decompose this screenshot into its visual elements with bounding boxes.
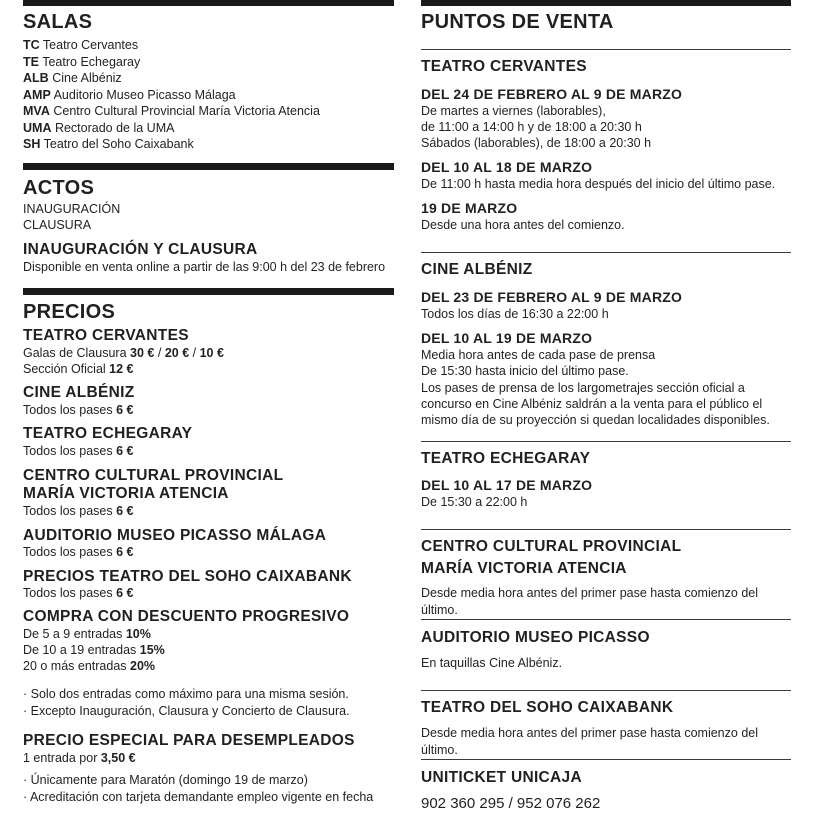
pv-echegaray-b1-title: DEL 10 AL 17 DE MARZO bbox=[421, 477, 593, 493]
price-separator: / bbox=[192, 346, 197, 360]
sala-abbr: AMP bbox=[23, 87, 51, 102]
puntos-title: PUNTOS DE VENTA bbox=[421, 11, 614, 33]
descuento-row bbox=[23, 642, 394, 659]
precio-soho-title: PRECIOS TEATRO DEL SOHO CAIXABANK bbox=[23, 568, 352, 585]
desempleados-note: · Únicamente para Maratón (domingo 19 de marzo) bbox=[23, 773, 308, 787]
divider bbox=[421, 49, 791, 50]
price-label: Todos los pases bbox=[23, 403, 113, 417]
price-value: 6 € bbox=[116, 504, 134, 518]
pv-text: En taquillas Cine Albéniz. bbox=[421, 656, 563, 670]
precio-ccp-title-1: CENTRO CULTURAL PROVINCIAL bbox=[23, 467, 284, 484]
precio-cervantes-galas bbox=[23, 345, 394, 362]
sala-abbr: MVA bbox=[23, 104, 50, 118]
pv-picasso-title: AUDITORIO MUSEO PICASSO bbox=[421, 629, 650, 646]
precio-cervantes-oficial bbox=[23, 361, 394, 378]
divider bbox=[421, 619, 791, 620]
actos-title: ACTOS bbox=[23, 177, 95, 199]
pv-text: Sábados (laborables), de 18:00 a 20:30 h bbox=[421, 136, 652, 150]
pv-text: de 11:00 a 14:00 h y de 18:00 a 20:30 h bbox=[421, 120, 642, 134]
sala-name: Teatro Cervantes bbox=[42, 38, 139, 52]
right-column bbox=[421, 0, 791, 820]
descuento-value: 20% bbox=[130, 659, 156, 673]
sala-abbr: UMA bbox=[23, 120, 52, 135]
price-value: 10 € bbox=[199, 346, 224, 360]
desempleados-title: PRECIO ESPECIAL PARA DESEMPLEADOS bbox=[23, 732, 355, 749]
precios-rule bbox=[23, 288, 394, 295]
descuento-label: 20 o más entradas bbox=[23, 659, 127, 673]
precio-ccp-line bbox=[23, 503, 394, 520]
sala-item bbox=[23, 87, 394, 104]
sala-abbr: TC bbox=[23, 38, 40, 52]
price-separator: / bbox=[157, 346, 162, 360]
precio-albeniz-title: CINE ALBÉNIZ bbox=[23, 384, 135, 401]
actos-subtitle: INAUGURACIÓN Y CLAUSURA bbox=[23, 241, 258, 258]
descuento-label: De 10 a 19 entradas bbox=[23, 643, 137, 657]
pv-ccp-title-2: MARÍA VICTORIA ATENCIA bbox=[421, 560, 627, 577]
descuento-value: 10% bbox=[125, 627, 151, 641]
price-value: 30 € bbox=[130, 346, 155, 360]
salas-top-rule bbox=[23, 0, 394, 6]
pv-uniticket-phone: 902 360 295 / 952 076 262 bbox=[421, 795, 601, 812]
desempleados-line bbox=[23, 750, 394, 767]
salas-list bbox=[23, 37, 394, 153]
precio-picasso-title: AUDITORIO MUSEO PICASSO MÁLAGA bbox=[23, 527, 327, 544]
descuento-note: · Excepto Inauguración, Clausura y Concierto de Clausura. bbox=[23, 704, 350, 718]
pv-text: De 15:30 hasta inicio del último pase. bbox=[421, 364, 629, 378]
price-value: 6 € bbox=[116, 403, 134, 417]
price-label: Todos los pases bbox=[23, 444, 113, 458]
precio-echegaray-title: TEATRO ECHEGARAY bbox=[23, 425, 193, 442]
descuento-note: · Solo dos entradas como máximo para una misma sesión. bbox=[23, 687, 349, 701]
sala-name: Teatro del Soho Caixabank bbox=[43, 137, 194, 151]
sala-item bbox=[23, 54, 394, 71]
descuento-value: 15% bbox=[139, 643, 165, 657]
sala-name: Auditorio Museo Picasso Málaga bbox=[53, 87, 236, 102]
pv-text: Desde media hora antes del primer pase hasta comienzo del último. bbox=[421, 586, 758, 617]
price-label: Todos los pases bbox=[23, 504, 113, 518]
price-value: 12 € bbox=[109, 362, 134, 376]
sala-name: Teatro Echegaray bbox=[42, 54, 141, 69]
sala-name: Centro Cultural Provincial María Victoria Atencia bbox=[53, 104, 320, 118]
pv-text: De martes a viernes (laborables), bbox=[421, 104, 606, 118]
price-label: Todos los pases bbox=[23, 586, 113, 600]
pv-cervantes-b2-title: DEL 10 AL 18 DE MARZO bbox=[421, 159, 593, 175]
pv-soho-title: TEATRO DEL SOHO CAIXABANK bbox=[421, 699, 674, 716]
actos-rule bbox=[23, 163, 394, 170]
precio-albeniz-line bbox=[23, 402, 394, 419]
price-label: Galas de Clausura bbox=[23, 346, 127, 360]
sala-abbr: SH bbox=[23, 137, 41, 151]
actos-clausura: CLAUSURA bbox=[23, 218, 92, 232]
price-value: 6 € bbox=[116, 586, 134, 600]
price-label: Todos los pases bbox=[23, 545, 113, 559]
pv-text: mismo día de su proyección si quedan localidades disponibles. bbox=[421, 413, 770, 427]
precios-title: PRECIOS bbox=[23, 301, 116, 323]
precio-ccp-title-2: MARÍA VICTORIA ATENCIA bbox=[23, 485, 229, 502]
sala-name: Cine Albéniz bbox=[52, 71, 122, 85]
pv-uniticket-title: UNITICKET UNICAJA bbox=[421, 769, 582, 786]
price-label: 1 entrada por bbox=[23, 751, 98, 765]
descuento-title: COMPRA CON DESCUENTO PROGRESIVO bbox=[23, 608, 350, 625]
desempleados-note: · Acreditación con tarjeta demandante empleo vigente en fecha bbox=[23, 790, 374, 804]
price-value: 3,50 € bbox=[100, 751, 136, 765]
pv-text: Media hora antes de cada pase de prensa bbox=[421, 348, 656, 362]
divider bbox=[421, 759, 791, 760]
pv-text: Los pases de prensa de los largometrajes sección oficial a bbox=[421, 381, 745, 395]
actos-inauguracion: INAUGURACIÓN bbox=[23, 202, 121, 216]
sala-abbr: ALB bbox=[23, 71, 49, 85]
price-value: 6 € bbox=[116, 545, 134, 559]
pv-text: De 15:30 a 22:00 h bbox=[421, 495, 528, 509]
pv-albeniz-title: CINE ALBÉNIZ bbox=[421, 261, 533, 278]
precio-cervantes-title: TEATRO CERVANTES bbox=[23, 327, 189, 344]
sala-item bbox=[23, 136, 394, 153]
sala-item bbox=[23, 103, 394, 120]
descuento-row bbox=[23, 658, 394, 675]
sala-name: Rectorado de la UMA bbox=[54, 120, 175, 135]
pv-cervantes-b3-title: 19 DE MARZO bbox=[421, 200, 518, 216]
pv-text: Desde media hora antes del primer pase hasta comienzo del último. bbox=[421, 726, 758, 757]
sala-item bbox=[23, 70, 394, 87]
pv-albeniz-b2-title: DEL 10 AL 19 DE MARZO bbox=[421, 330, 593, 346]
salas-title: SALAS bbox=[23, 11, 93, 33]
pv-text: Desde una hora antes del comienzo. bbox=[421, 218, 625, 232]
left-column bbox=[23, 0, 394, 820]
pv-text: concurso en Cine Albéniz saldrán a la venta para el público el bbox=[421, 397, 763, 411]
divider bbox=[421, 529, 791, 530]
sala-abbr: TE bbox=[23, 54, 39, 69]
pv-echegaray-title: TEATRO ECHEGARAY bbox=[421, 450, 591, 467]
pv-text: Todos los días de 16:30 a 22:00 h bbox=[421, 307, 609, 321]
precio-soho-line bbox=[23, 585, 394, 602]
divider bbox=[421, 441, 791, 442]
pv-text: De 11:00 h hasta media hora después del inicio del último pase. bbox=[421, 177, 776, 191]
sala-item bbox=[23, 120, 394, 137]
divider bbox=[421, 252, 791, 253]
pv-cervantes-title: TEATRO CERVANTES bbox=[421, 58, 587, 75]
descuento-label: De 5 a 9 entradas bbox=[23, 627, 123, 641]
descuento-row bbox=[23, 626, 394, 643]
actos-note: Disponible en venta online a partir de las 9:00 h del 23 de febrero bbox=[23, 260, 386, 274]
pv-ccp-title-1: CENTRO CULTURAL PROVINCIAL bbox=[421, 538, 682, 555]
precio-echegaray-line bbox=[23, 443, 394, 460]
price-value: 6 € bbox=[116, 444, 134, 458]
precio-picasso-line bbox=[23, 544, 394, 561]
sala-item bbox=[23, 37, 394, 54]
divider bbox=[421, 690, 791, 691]
pv-albeniz-b1-title: DEL 23 DE FEBRERO AL 9 DE MARZO bbox=[421, 289, 683, 305]
price-label: Sección Oficial bbox=[23, 362, 106, 376]
price-value: 20 € bbox=[164, 346, 190, 360]
puntos-top-rule bbox=[421, 0, 791, 6]
pv-cervantes-b1-title: DEL 24 DE FEBRERO AL 9 DE MARZO bbox=[421, 86, 683, 102]
